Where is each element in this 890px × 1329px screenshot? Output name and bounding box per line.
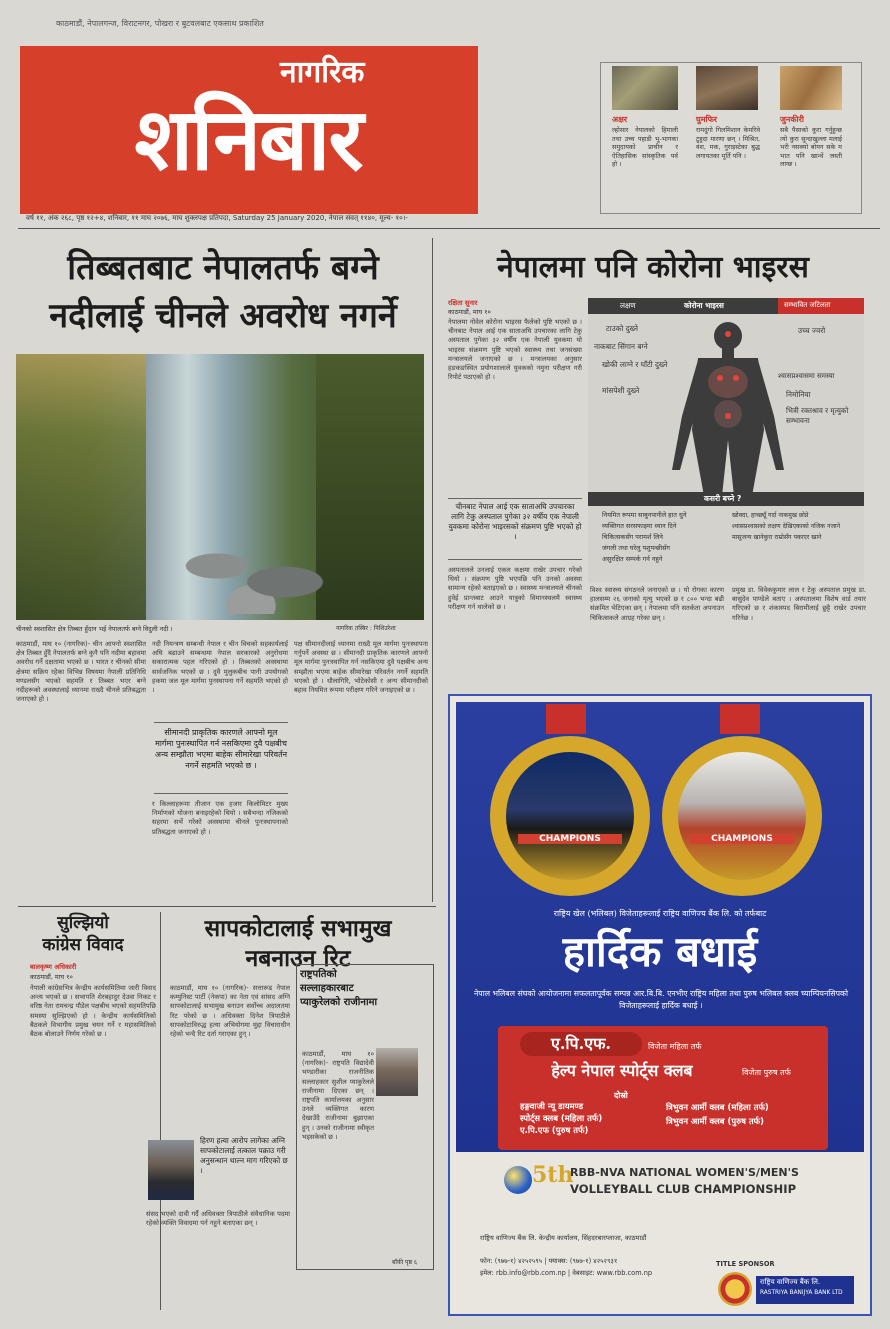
symptom-left-3: खोकी लाग्ने र घाँटी दुख्ने [602, 360, 668, 369]
saptkota-photo [148, 1140, 194, 1200]
ad-contact: फोन: (९७७-१) ४२५२५९५ | फ्याक्स: (९७७-१) ४२५२९३१ [480, 1257, 618, 1265]
tip: मासुजन्य खानेकुरा राम्रोसँग पकाएर खाने [732, 534, 822, 541]
rbb-logo-icon [718, 1272, 752, 1306]
symptom-right-1: उच्च ज्वरो [798, 326, 826, 335]
president-headline-2: सल्लाहकारबाट [300, 983, 354, 994]
river-photo [16, 354, 424, 620]
symptom-right-4: भित्री रक्तश्राव र मृत्युको सम्भावना [786, 406, 849, 425]
figure-neck [722, 348, 734, 358]
symptom-dot [733, 375, 739, 381]
champions-badge-2: CHAMPIONS [690, 834, 794, 844]
president-continued: बाँकी पृष्ठ ६ [392, 1259, 418, 1266]
corona-body3: विश्व स्वास्थ्य संगठनले जनाएको छ । यो रोगका कारण हालसम्म २६ जनाको मृत्यु भएको छ र ८०० भन्दा बढी संक्रमित भेटिएका छन् । नेपालमा पनि सतर्कता अपनाउन चिकित्सकले आग्रह गरेका छन् । [590, 586, 724, 622]
symptom-dot [717, 375, 723, 381]
symptom-left-4: मांसपेशी दुख्ने [602, 386, 640, 395]
river-rocks [166, 534, 336, 614]
corona-infographic [588, 298, 864, 582]
symptom-left-1: टाउको दुख्ने [606, 324, 639, 333]
congress-byline: बालकृष्ण अधिकारी [30, 963, 77, 971]
sponsor-label: TITLE SPONSOR [716, 1260, 775, 1268]
medal-ribbon-right [720, 704, 760, 734]
congress-dateline: काठमाडौं, माघ १० [30, 973, 73, 981]
left-body-col1: काठमाडौं, माघ १० (नागरिक)- चीन आफ्नो स्वशासित क्षेत्र तिब्बत हुँदै नेपालतर्फ बग्ने कुनै पनि नदीमा बहावमा अवरोध गर्ने दक्षतामा भएको छ । भारत र चीनको सीमा क्षेत्रमा सक्रिय रहेका विभिन्न विषयमा नेपाली प्रतिनिधि मण्डलसँग भएको सहमति र तिब्बत भएर बग्ने नदीहरूको अवस्थालाई ध्यानमा राख्दै चीनले प्रतिबद्धता जनाएको हो । [16, 640, 146, 704]
tip: श्वासप्रश्वासको लक्षण देखिएकाको नजिक नजाने [732, 523, 841, 530]
president-headline-3: प्याकुरेलको राजीनामा [300, 997, 378, 1008]
ad-title: हार्दिक बधाई [562, 927, 758, 976]
ad-subtitle: नेपाल भलिबल संघको आयोजनामा सफलतापूर्वक सम्पन्न आर.बि.बि. एनभीए राष्ट्रिय महिला तथा पुरुष भलिबल क्लब च्याम्पियनसिपको विजेताहरूलाई हार्दिक बधाई । [473, 989, 849, 1010]
corona-body: नेपालमा नोवेल कोरोना भाइरस फैलेको पुष्टि भएको छ । चीनबाट नेपाल आई एक साताअघि उपचारका लागि टेकु अस्पताल पुगेका ३२ वर्षीय एक नेपाली युवकमा यो भाइरस संक्रमण पुष्टि भएको स्वास्थ्य तथा जनसंख्या मन्त्रालयले जनाएको छ । मन्त्रालयका अनुसार हङकङस्थित प्रयोगशालाले युवकको नमुना परीक्षण गरी रिपोर्ट पठाएको हो । [448, 318, 582, 382]
tip: असुरक्षित सम्पर्क गर्न नहुने [602, 555, 663, 563]
runner-left [520, 1100, 660, 1136]
medal-left-photo [506, 752, 634, 880]
corona-headline: नेपालमा पनि कोरोना भाइरस [497, 250, 809, 285]
edition: 5th [532, 1162, 574, 1188]
brand-main: शनिबार [134, 89, 362, 190]
winner1: ए.पि.एफ. [551, 1034, 611, 1053]
tip: चिकित्सकसँग परामर्श लिने [602, 533, 663, 541]
championship-line2: VOLLEYBALL CLUB CHAMPIONSHIP [570, 1182, 797, 1196]
tip: नियमित रूपमा साबुनपानीले हात धुने [602, 511, 687, 519]
tips-left [602, 510, 728, 565]
teaser-2-text: रामदुंगो गिलमिशान केमरिवे टुहुदा मारणा छन् । मिश्रित, वंश, मक, गुराइस्टेका बुद्ध लगायतका मूर्ति पनि । [696, 126, 760, 160]
runner-right-line: त्रिभुवन आर्मी क्लब (पुरुष तर्फ) [666, 1116, 764, 1126]
champions-badge-1: CHAMPIONS [518, 834, 622, 844]
left-body-col3: पक्ष सीमानदीलाई ध्यानमा राख्दै मूल मार्गमा पुनःस्थापना गर्नुपर्ने अवस्था छ । सीमानदी प्राकृतिक कारणले आफ्नो मूल मार्गमा पुनःस्थापित गर्न नसकिएमा दुवै पक्षबीच अन्य सम्झौता भएमा बाहेक सीमारेखा परिवर्तन नगर्ने सहमति भएको हो । धौलागिरि, भोटेकोसी र अन्य सीमानदीको बहाव नियमित रूपमा परीक्षण गरिने जनाइएको छ । [294, 640, 428, 695]
teaser-3-heading: जुनकीरी [780, 115, 804, 124]
tip: खोक्दा, हाच्छ्यूँ गर्दा नाकमुख छोप्ने [732, 512, 809, 519]
runner-left-line: हङ्गवाजी न्यू डायमण्ड [520, 1101, 584, 1111]
ad-email: इमेल: rbb.info@rbb.com.np | वेबसाइट: www.rbb.com.np [480, 1269, 653, 1277]
masthead-dateline: वर्ष ११, अंक २६८, पृष्ठ १२+४, शनिबार, ११ माघ २०७६, माघ शुक्लपक्ष प्रतिपदा, Saturday 25 January 2020, नेपाल संवत् ११४०, मूल्य- १०।- [26, 214, 408, 222]
info-col2: कोरोना भाइरस [684, 301, 724, 310]
pyakurel-photo [376, 1048, 418, 1096]
teaser-3[interactable] [780, 66, 844, 206]
teaser-2-photo [696, 66, 758, 110]
winner2-note: विजेता पुरुष तर्फ [742, 1068, 791, 1077]
teaser-1-photo [612, 66, 678, 110]
winner2: हेल्प नेपाल स्पोर्ट्स क्लब [551, 1061, 693, 1080]
medal-right-photo [678, 752, 806, 880]
symptom-dot [725, 413, 731, 419]
congress-headline-1: सुल्झियो [57, 913, 109, 933]
teaser-1-heading: अक्षर [612, 115, 628, 124]
corona-pullquote [448, 498, 582, 560]
president-body: काठमाडौं, माघ १० (नागरिक)- राष्ट्रपति विद्यादेवी भण्डारीका राजनीतिक सल्लाहकार सुशील प्याकुरेलले राजीनामा दिएका छन् । राष्ट्रपति कार्यालयका अनुसार उनले व्यक्तिगत कारण देखाउँदै राजीनामा बुझाएका हुन् । उनको राजीनामा स्वीकृत भइसकेको छ । [302, 1050, 374, 1141]
figure-lungs [708, 366, 748, 398]
sponsor-name-np: राष्ट्रिय वाणिज्य बैंक लि. [760, 1278, 821, 1286]
teaser-1-text: ल्होसार नेपालको हिमाली तथा उच्च पहाडी भू-भागका समुदायको प्राचीन र ऐतिहासिक सांस्कृतिक पर्व हो । [612, 126, 678, 169]
masthead-topline: काठमाडौं, नेपालगन्ज, विराटनगर, पोखरा र बुटवलबाट एकसाथ प्रकाशित [56, 19, 264, 28]
left-pullquote-text: सीमानदी प्राकृतिक कारणले आफ्नो मूल मार्गमा पुनःस्थापित गर्न नसकिएमा दुवै पक्षबीच अन्य सम्झौता भएमा बाहेक सीमारेखा परिवर्तन नगर्ने सहमति भएको छ । [154, 728, 288, 770]
teaser-1[interactable] [612, 66, 678, 206]
left-headline-line1: तिब्बतबाट नेपालतर्फ बग्ने [67, 248, 379, 288]
winner1-note: विजेता महिला तर्फ [648, 1042, 702, 1051]
congress-body: नेपाली कांग्रेसभित्र केन्द्रीय कार्यसमितिमा जारी विवाद अन्त्य भएको छ । सभापति शेरबहादुर देउवा निकट र वरिष्ठ नेता रामचन्द्र पौडेल पक्षबीच भएको सहमतिपछि समस्या सुल्झिएको हो । केन्द्रीय कार्यसमितिको बैठकले विभागीय प्रमुख चयन गर्ने र महासमितिको बैठक बोलाउने निर्णय गरेको छ । [30, 984, 156, 1039]
river-bank-left [16, 354, 146, 620]
medal-ribbon-left [546, 704, 586, 734]
photo-caption: चीनको स्वशासित क्षेत्र तिब्बत हुँदान भई नेपालतर्फ बग्ने विदुली नदी । [16, 625, 173, 633]
how-title: कसरी बच्ने ? [704, 494, 742, 503]
left-body-col2b: र किल्लाहरूमा तीजान एक हजार किलोमिटर मुख्य निर्माणको योजना बनाइरहेको थियो । सबैभन्दा नजिकको सहरमा सर्भे गरेको अवस्थामा चीनले पुनःस्थापनाको प्रतिबद्धता जनाएको हो । [152, 800, 288, 836]
runner-left-line: ए.पि.एफ (पुरुष तर्फ) [520, 1125, 589, 1135]
tips-right [732, 510, 862, 543]
tip: व्यक्तिगत सरसफाइमा ध्यान दिने [602, 522, 677, 530]
volleyball-icon [504, 1166, 532, 1194]
teaser-2-heading: घुमफिर [696, 115, 718, 124]
speaker-headline-1: सापकोटालाई सभामुख [204, 915, 392, 942]
corona-body4: प्रमुख डा. विवेककुमार लाल र टेकु अस्पताल प्रमुख डा. बासुदेव पाण्डेले बताए । अस्पतालमा विशेष वार्ड तयार गरिएको छ र शंकास्पद बिरामीलाई छुट्टै राखेर उपचार गरिनेछ । [732, 586, 866, 622]
bank-ad [448, 694, 872, 1316]
symptom-left-2: नाकबाट सिंगान बग्ने [594, 342, 648, 351]
ad-address: राष्ट्रिय वाणिज्य बैंक लि. केन्द्रीय कार्यालय, सिंहदरबारप्लाजा, काठमाडौं [480, 1234, 647, 1242]
corona-byline: रक्षिता सुनार [448, 299, 478, 307]
left-body-col2: नदी नियन्त्रण सम्बन्धी नेपाल र चीन विचको सहकार्यलाई अघि बढाउने सम्बन्धमा नेपाल सरकारको अनुरोधमा सकारात्मक पहल गरिएको हो । तिब्बतको अवस्थामा सार्वजनिक भएको छ । दुवै मुलुकबीच पानी उपयोगको हकमा जल मूल मार्गमा पुनस्थापना गर्ने सहमति भएको हो । [152, 640, 288, 695]
symptom-right-3: निमोनिया [786, 390, 811, 399]
symptom-dot [725, 331, 731, 337]
tip: जंगली तथा घरेलु पशुपन्छीसँग [602, 544, 671, 552]
sponsor-name-en: RASTRIYA BANIJYA BANK LTD [760, 1290, 843, 1296]
corona-body2: अस्पतालले उनलाई एकल कक्षमा राखेर उपचार गरेको थियो । संक्रमण पुष्टि भएपछि पनि उनको अवस्था सामान्य रहेको बताइएको छ । स्वास्थ्य मन्त्रालयले चीनको हुवेई प्रान्तबाट आउने यात्रुको विमानस्थलमै स्वास्थ्य परीक्षण गर्न थालेको छ । [448, 566, 582, 611]
speaker-quote: हिरण हत्या आरोप लागेका अग्नि सापकोटालाई तत्काल पक्राउ गरी अनुसन्धान थाल्न माग गरिएको छ । [200, 1136, 288, 1175]
teaser-3-photo [780, 66, 842, 110]
ad-intro: राष्ट्रिय खेल (भलिबल) विजेताहरूलाई राष्ट्रिय वाणिज्य बैंक लि. को तर्फबाट [553, 909, 767, 918]
corona-pullquote-text: चीनबाट नेपाल आई एक साताअघि उपचारका लागि टेकु अस्पताल पुगेका ३२ वर्षीय एक नेपाली युवकमा कोरोना भाइरसको संक्रमण पुष्टि भएको हो । [448, 502, 582, 541]
left-headline-line2: नदीलाई चीनले अवरोध नगर्ने [49, 296, 397, 336]
speaker-body2: संसद भएको दावी गर्दै अधिवक्ता त्रिपाठीले संवैधानिक पदमा रहेको व्यक्ति विवादमा पर्न नहुने बताएका छन् । [146, 1210, 290, 1228]
speaker-headline-2: नबनाउन रिट [245, 945, 351, 972]
runner-left-line: स्पोर्ट्स क्लब (महिला तर्फ) [520, 1113, 603, 1123]
runner-right [666, 1100, 826, 1128]
brand-top: नागरिक [270, 50, 374, 91]
symptom-right-2: श्वासप्रश्वासमा समस्या [778, 372, 835, 380]
congress-headline-2: कांग्रेस विवाद [42, 935, 124, 955]
runner-right-line: त्रिभुवन आर्मी क्लब (महिला तर्फ) [666, 1102, 769, 1112]
championship-line1: RBB-NVA NATIONAL WOMEN'S/MEN'S [570, 1166, 799, 1179]
speaker-body: काठमाडौं, माघ १० (नागरिक)- सत्तारूढ नेपाल कम्युनिस्ट पार्टी (नेकपा) का नेता एवं सांसद अग्नि सापकोटालाई सभामुख बनाउन सर्वोच्च अदालतमा रिट परेको छ । अधिवक्ता दिनेश त्रिपाठीले सापकोटाविरुद्ध हत्या अभियोगमा मुद्दा विचाराधीन रहेको भन्दै रिट दर्ता गराएका हुन् । [170, 984, 290, 1039]
corona-dateline: काठमाडौं, माघ १० [448, 308, 491, 316]
teaser-2[interactable] [696, 66, 762, 206]
photo-credit: नागरिक तस्बिर : निशिउरेशा [336, 625, 396, 632]
info-col3: सम्भावित जटिलता [784, 301, 831, 309]
body-figure [668, 320, 788, 496]
runner-label: दोस्रो [614, 1091, 628, 1100]
president-headline-1: राष्ट्रपतिको [300, 969, 337, 980]
info-col1: लक्षण [620, 301, 636, 310]
teaser-3-text: सबै पैसाको कुरा गर्नुहुन्छ त्यो कुरा सुन्दाखुल्ला मलाई भरी नसक्यो बोयन सके म भात पनि खान्थें जस्ती लाग्छ । [780, 126, 842, 169]
left-pullquote [154, 722, 288, 794]
